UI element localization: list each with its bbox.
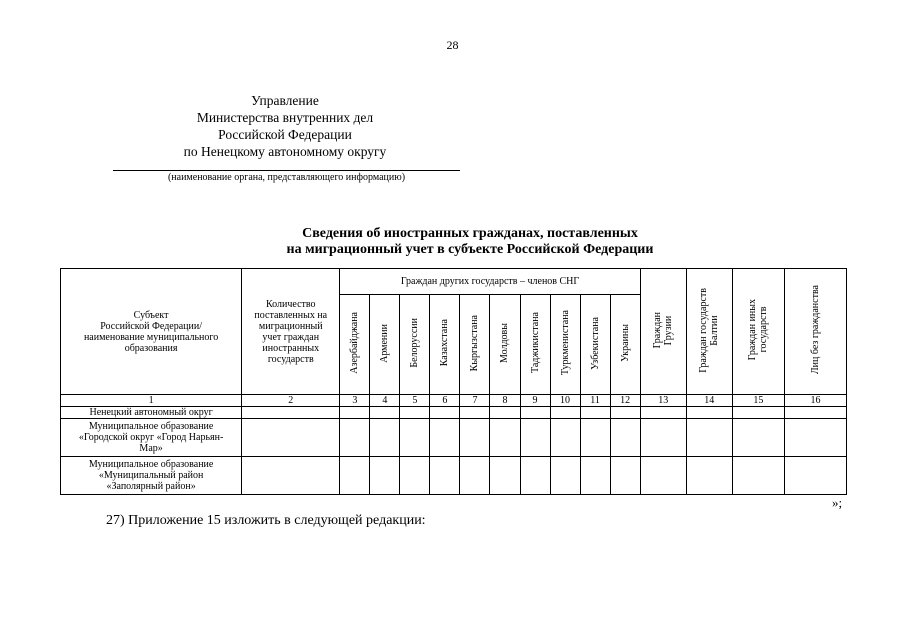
header-country-kazakhstan: Казахстана bbox=[430, 295, 460, 395]
header-country-uzbekistan: Узбекистана bbox=[580, 295, 610, 395]
column-number: 10 bbox=[550, 395, 580, 407]
header-text: миграционный bbox=[258, 320, 323, 332]
header-country-moldova: Молдовы bbox=[490, 295, 520, 395]
header-country-turkmenistan: Туркменистана bbox=[550, 295, 580, 395]
header-text: государств bbox=[267, 353, 314, 365]
column-number: 4 bbox=[370, 395, 400, 407]
header-country-belarus: Белоруссии bbox=[400, 295, 430, 395]
organization-name bbox=[150, 92, 420, 160]
table-row bbox=[61, 419, 847, 457]
page-number: 28 bbox=[446, 38, 459, 52]
migration-registration-table bbox=[60, 268, 847, 495]
header-text: Граждан иных государств bbox=[747, 299, 770, 361]
header-text: Граждан государств Балтии bbox=[698, 287, 721, 373]
header-country-kyrgyzstan: Кыргызстана bbox=[460, 295, 490, 395]
column-number: 15 bbox=[732, 395, 784, 407]
column-number: 13 bbox=[640, 395, 686, 407]
header-other-states bbox=[732, 269, 784, 395]
column-number: 11 bbox=[580, 395, 610, 407]
organization-underline bbox=[113, 170, 460, 171]
header-country-ukraine: Украины bbox=[610, 295, 640, 395]
header-country-azerbaijan: Азербайджана bbox=[340, 295, 370, 395]
column-number: 16 bbox=[784, 395, 846, 407]
row-label: Муниципальное образование «Городской округ «Город Нарьян- Мар» bbox=[61, 419, 242, 457]
header-georgia bbox=[640, 269, 686, 395]
header-text: иностранных bbox=[262, 342, 320, 354]
table-row bbox=[61, 407, 847, 419]
column-number: 8 bbox=[490, 395, 520, 407]
column-number: 5 bbox=[400, 395, 430, 407]
header-text: Количество bbox=[265, 298, 316, 310]
document-title bbox=[160, 226, 780, 258]
header-baltic bbox=[686, 269, 732, 395]
column-number-row bbox=[61, 395, 847, 407]
row-label: Ненецкий автономный округ bbox=[61, 407, 242, 419]
organization-line: по Ненецкому автономному округу bbox=[183, 144, 387, 159]
closing-quote: »; bbox=[832, 495, 843, 510]
title-line: на миграционный учет в субъекте Российской Федерации bbox=[286, 242, 654, 257]
header-country-tajikistan: Таджикистана bbox=[520, 295, 550, 395]
header-subject bbox=[61, 269, 242, 395]
column-number: 3 bbox=[340, 395, 370, 407]
organization-caption: (наименование органа, представляющего информацию) bbox=[167, 172, 406, 183]
row-label: Муниципальное образование «Муниципальный район «Заполярный район» bbox=[61, 457, 242, 495]
column-number: 9 bbox=[520, 395, 550, 407]
header-text: Российской Федерации/ bbox=[100, 320, 202, 332]
header-cis-group: Граждан других государств – членов СНГ bbox=[340, 269, 640, 295]
title-line: Сведения об иностранных гражданах, поставленных bbox=[302, 226, 638, 241]
header-text: образования bbox=[124, 342, 178, 354]
column-number: 7 bbox=[460, 395, 490, 407]
item-27-text: 27) Приложение 15 изложить в следующей редакции: bbox=[106, 513, 426, 528]
column-number: 6 bbox=[430, 395, 460, 407]
header-text: Лиц без гражданства bbox=[809, 285, 821, 375]
header-text: учет граждан bbox=[262, 331, 320, 343]
column-number: 1 bbox=[61, 395, 242, 407]
organization-line: Российской Федерации bbox=[218, 127, 352, 142]
header-registered-count bbox=[242, 269, 340, 395]
header-stateless bbox=[784, 269, 846, 395]
organization-line: Управление bbox=[251, 93, 319, 108]
header-text: наименование муниципального bbox=[83, 331, 219, 343]
column-number: 14 bbox=[686, 395, 732, 407]
table-row bbox=[61, 457, 847, 495]
organization-line: Министерства внутренних дел bbox=[196, 110, 374, 125]
header-text: Граждан Грузии bbox=[652, 311, 675, 349]
header-text: Субъект bbox=[133, 309, 169, 321]
column-number: 2 bbox=[242, 395, 340, 407]
header-text: поставленных на bbox=[254, 309, 328, 321]
column-number: 12 bbox=[610, 395, 640, 407]
header-country-armenia: Армении bbox=[370, 295, 400, 395]
